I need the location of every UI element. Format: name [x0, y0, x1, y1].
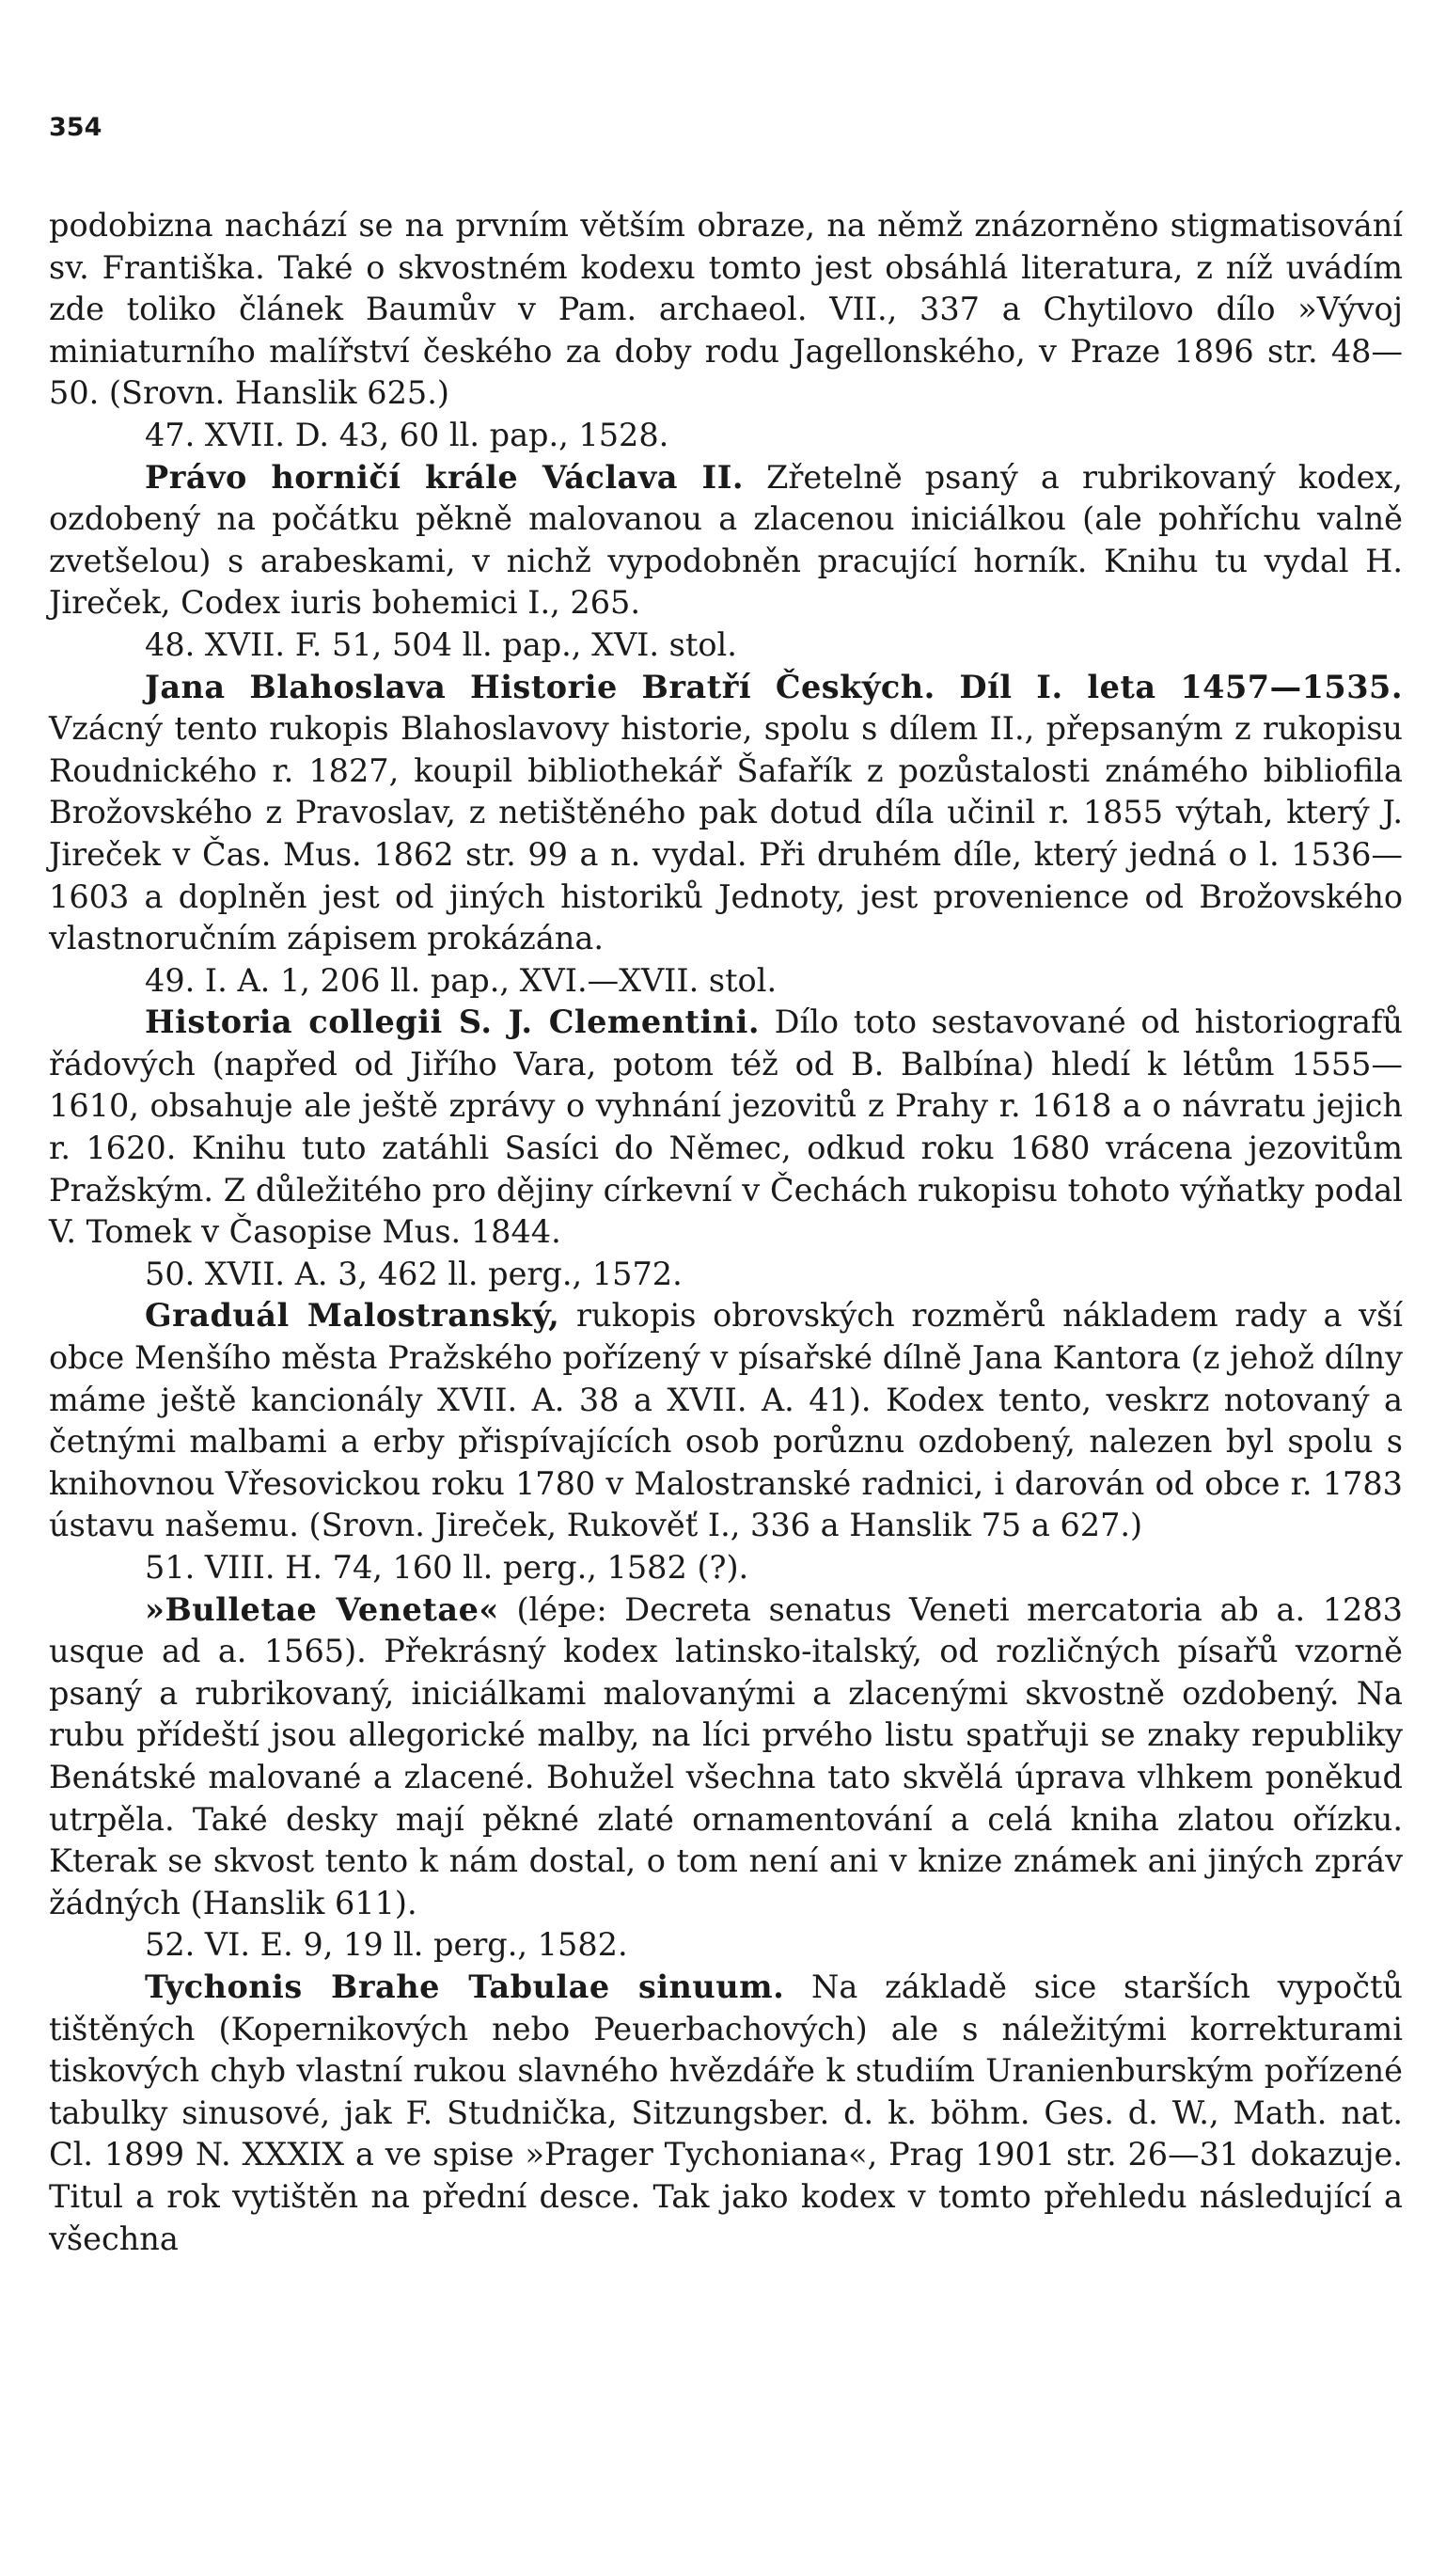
catalog-entry [49, 1295, 1403, 1547]
catalog-entry [49, 667, 1403, 960]
signature-text: 51. VIII. H. 74, 160 ll. perg., 1582 (?). [145, 1549, 749, 1586]
entry-description: Zřetelně psaný a rubrikovaný kodex, ozdobený na počátku pěkně malovanou a zlacenou iniciálkou (ale pohříchu valně zvetšelou) s arabeskami, v nichž vypodobněn pracující horník. Knihu tu vydal H. Jireček, Codex iuris bohemici I., 265. [49, 458, 1403, 622]
entry-description: Dílo toto sestavované od historiografů řádových (napřed od Jiřího Vara, potom též od B. Balbína) hledí k létům 1555—1610, obsahuje ale ještě zprávy o vyhnání jezovitů z Prahy r. 1618 a o návratu jejich r. 1620. Knihu tuto zatáhli Sasíci do Němec, odkud roku 1680 vrácena jezovitům Pražským. Z důležitého pro dějiny církevní v Čechách rukopisu tohoto výňatky podal V. Tomek v Časopise Mus. 1844. [49, 1004, 1403, 1251]
catalog-entry [49, 457, 1403, 624]
entry-title: Historia collegii S. J. Clementini. [145, 1004, 760, 1041]
page-number: 354 [49, 113, 102, 142]
entry-description: (lépe: Decreta senatus Veneti mercatoria ab a. 1283 usque ad a. 1565). Překrásný kodex latinsko-italský, od rozličných písařů vzorně psaný a rubrikovaný, iniciálkami malovanými a zlacenými skvostně ozdobený. Na rubu přídeští jsou allegorické malby, na líci prvého listu spatřuji se znaky republiky Benátské malované a zlacené. Bohužel všechna tato skvělá úprava vlhkem poněkud utrpěla. Také desky mají pěkné zlaté ornamentování a celá kniha zlatou ořízku. Kterak se skvost tento k nám dostal, o tom není ani v knize známek ani jiných zpráv žádných (Hanslik 611). [49, 1590, 1403, 1921]
entry-title: Tychonis Brahe Tabulae sinuum. [145, 1968, 785, 2005]
catalog-entry [49, 1589, 1403, 1925]
signature-text: 49. I. A. 1, 206 ll. pap., XVI.—XVII. stol. [145, 961, 778, 999]
body-text [49, 205, 1403, 2260]
paragraph-text: podobizna nachází se na prvním větším obraze, na němž znázorněno stigmatisování sv. Františka. Také o skvostném kodexu tomto jest obsáhlá literatura, z níž uvádím zde toliko článek Baumův v Pam. archaeol. VII., 337 a Chytilovo dílo »Vývoj miniaturního malířství českého za doby rodu Jagellonského, v Praze 1896 str. 48—50. (Srovn. Hanslik 625.) [49, 207, 1403, 412]
catalog-signature [49, 1547, 1403, 1589]
catalog-signature [49, 960, 1403, 1003]
signature-text: 47. XVII. D. 43, 60 ll. pap., 1528. [145, 416, 669, 453]
paragraph-continuation [49, 205, 1403, 415]
signature-text: 50. XVII. A. 3, 462 ll. perg., 1572. [145, 1255, 683, 1292]
entry-description: Vzácný tento rukopis Blahoslavovy historie, spolu s dílem II., přepsaným z rukopisu Roudnického r. 1827, koupil bibliothekář Šafařík z pozůstalosti známého bibliofila Brožovského z Pravoslav, z netištěného pak dotud díla učinil r. 1855 výtah, který J. Jireček v Čas. Mus. 1862 str. 99 a n. vydal. Při druhém díle, který jedná o l. 1536—1603 a doplněn jest od jiných historiků Jednoty, jest provenience od Brožovského vlastnoručním zápisem prokázána. [49, 710, 1403, 957]
catalog-signature [49, 1254, 1403, 1296]
catalog-signature [49, 624, 1403, 667]
catalog-entry [49, 1967, 1403, 2260]
signature-text: 52. VI. E. 9, 19 ll. perg., 1582. [145, 1926, 628, 1964]
entry-title: Právo horničí krále Václava II. [145, 458, 745, 496]
signature-text: 48. XVII. F. 51, 504 ll. pap., XVI. stol. [145, 625, 737, 663]
entry-description: rukopis obrovských rozměrů nákladem rady a vší obce Menšího města Pražského pořízený v písařské dílně Jana Kantora (z jehož dílny máme ještě kancionály XVII. A. 38 a XVII. A. 41). Kodex tento, veskrz notovaný a četnými malbami a erby přispívajících osob porůznu ozdobený, nalezen byl spolu s knihovnou Vřesovickou roku 1780 v Malostranské radnici, i darován od obce r. 1783 ústavu našemu. (Srovn. Jireček, Rukověť I., 336 a Hanslik 75 a 627.) [49, 1297, 1403, 1544]
entry-title: Graduál Malostranský, [145, 1297, 560, 1335]
entry-title: »Bulletae Venetae« [145, 1590, 499, 1628]
catalog-signature [49, 415, 1403, 457]
catalog-signature [49, 1924, 1403, 1967]
catalog-entry [49, 1002, 1403, 1254]
entry-title: Jana Blahoslava Historie Bratří Českých. Díl I. leta 1457—1535. [145, 668, 1403, 705]
entry-description: Na základě sice starších vypočtů tištěných (Kopernikových nebo Peuerbachových) ale s náležitými korrekturami tiskových chyb vlastní rukou slavného hvězdáře k studiím Uranienburským pořízené tabulky sinusové, jak F. Studnička, Sitzungsber. d. k. böhm. Ges. d. W., Math. nat. Cl. 1899 N. XXXIX a ve spise »Prager Tychoniana«, Prag 1901 str. 26—31 dokazuje. Titul a rok vytištěn na přední desce. Tak jako kodex v tomto přehledu následující a všechna [49, 1968, 1403, 2257]
